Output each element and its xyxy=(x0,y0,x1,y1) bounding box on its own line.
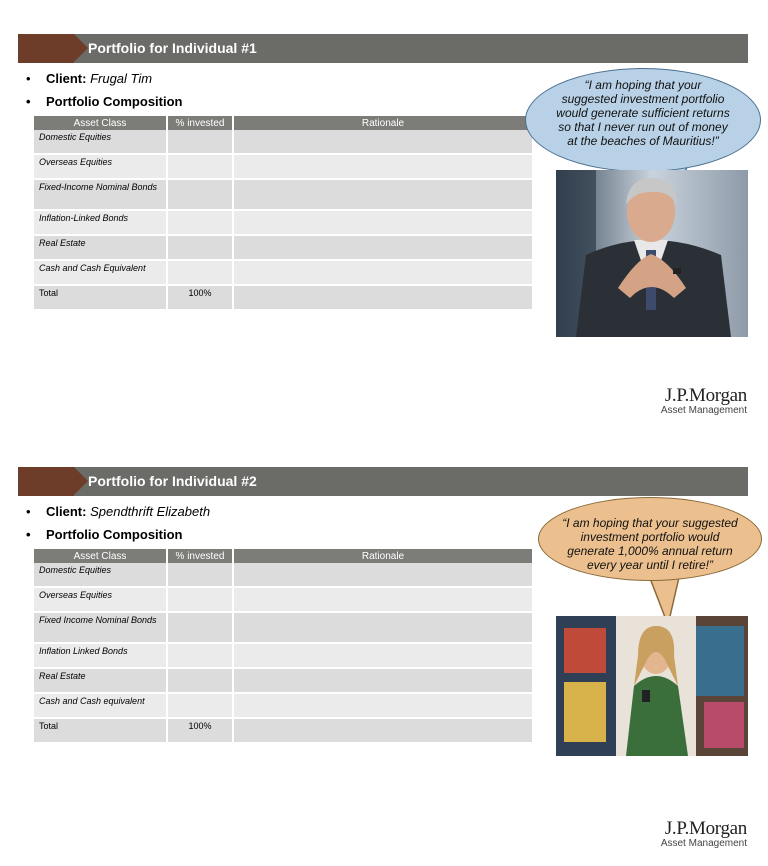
header-rationale: Rationale xyxy=(234,116,532,130)
pct-cell[interactable] xyxy=(168,211,234,236)
table-row xyxy=(34,211,532,236)
header-pct-invested: % invested xyxy=(168,116,234,130)
rationale-cell[interactable] xyxy=(234,563,532,588)
pct-cell[interactable] xyxy=(168,180,234,211)
logo-subtitle: Asset Management xyxy=(660,405,747,416)
rationale-cell[interactable] xyxy=(234,155,532,180)
pct-cell[interactable] xyxy=(168,261,234,286)
table-row xyxy=(34,236,532,261)
slide-2 xyxy=(0,433,768,866)
pct-cell[interactable] xyxy=(168,588,234,613)
client-photo-man xyxy=(556,170,748,337)
pct-cell[interactable] xyxy=(168,130,234,155)
rationale-cell[interactable] xyxy=(234,613,532,644)
table-row xyxy=(34,130,532,155)
table-row xyxy=(34,563,532,588)
header-asset-class: Asset Class xyxy=(34,549,168,563)
table-row-total xyxy=(34,719,532,744)
slide-title: Portfolio for Individual #2 xyxy=(88,473,257,489)
jpmorgan-logo xyxy=(661,818,747,849)
pct-cell[interactable] xyxy=(168,155,234,180)
table-row xyxy=(34,613,532,644)
composition-line: • Portfolio Composition xyxy=(26,94,183,109)
table-row xyxy=(34,261,532,286)
portfolio-table xyxy=(34,116,532,311)
asset-cell: Domestic Equities xyxy=(34,563,168,588)
banner-chevron xyxy=(74,34,88,62)
portfolio-table xyxy=(34,549,532,744)
pct-cell[interactable] xyxy=(168,563,234,588)
logo-brand: J.P.Morgan xyxy=(664,385,747,406)
rationale-cell[interactable] xyxy=(234,236,532,261)
rationale-cell[interactable] xyxy=(234,719,532,744)
client-name: Frugal Tim xyxy=(90,71,153,86)
total-label-cell: Total xyxy=(34,286,168,311)
pct-cell[interactable] xyxy=(168,644,234,669)
title-banner xyxy=(18,34,748,63)
speech-bubble xyxy=(538,497,762,581)
pct-cell[interactable] xyxy=(168,236,234,261)
table-row-total xyxy=(34,286,532,311)
client-quote: “I am hoping that your suggested investment portfolio would generate sufficient returns so that I never run out of money at the beaches of Mauritius!” xyxy=(556,78,730,148)
asset-cell: Overseas Equities xyxy=(34,588,168,613)
table-row xyxy=(34,155,532,180)
asset-cell: Cash and Cash Equivalent xyxy=(34,261,168,286)
speech-bubble xyxy=(525,68,761,172)
asset-cell: Inflation-Linked Bonds xyxy=(34,211,168,236)
slide-title: Portfolio for Individual #1 xyxy=(88,40,257,56)
asset-cell: Real Estate xyxy=(34,236,168,261)
composition-label: Portfolio Composition xyxy=(46,527,183,542)
client-photo-woman xyxy=(556,616,748,756)
asset-cell: Domestic Equities xyxy=(34,130,168,155)
rationale-cell[interactable] xyxy=(234,211,532,236)
rationale-cell[interactable] xyxy=(234,669,532,694)
logo-brand: J.P.Morgan xyxy=(664,818,747,839)
header-rationale: Rationale xyxy=(234,549,532,563)
banner-tab xyxy=(18,34,74,63)
banner-chevron xyxy=(74,467,88,495)
banner-tab xyxy=(18,467,74,496)
asset-cell: Fixed-Income Nominal Bonds xyxy=(34,180,168,211)
composition-line: • Portfolio Composition xyxy=(26,527,183,542)
title-banner xyxy=(18,467,748,496)
asset-cell: Cash and Cash equivalent xyxy=(34,694,168,719)
client-name: Spendthrift Elizabeth xyxy=(90,504,211,519)
total-label-cell: Total xyxy=(34,719,168,744)
rationale-cell[interactable] xyxy=(234,180,532,211)
table-row xyxy=(34,588,532,613)
asset-cell: Real Estate xyxy=(34,669,168,694)
rationale-cell[interactable] xyxy=(234,261,532,286)
client-label: Client: xyxy=(46,504,87,519)
client-line: • Client: Frugal Tim xyxy=(26,71,153,86)
total-pct-cell: 100% xyxy=(168,719,234,744)
client-label: Client: xyxy=(46,71,87,86)
table-row xyxy=(34,694,532,719)
jpmorgan-logo xyxy=(661,385,747,416)
client-line: • Client: Spendthrift Elizabeth xyxy=(26,504,211,519)
table-row xyxy=(34,644,532,669)
client-quote: “I am hoping that your suggested investment portfolio would generate 1,000% annual return every year until I retire!” xyxy=(562,516,738,572)
rationale-cell[interactable] xyxy=(234,588,532,613)
total-pct-cell: 100% xyxy=(168,286,234,311)
asset-cell: Fixed Income Nominal Bonds xyxy=(34,613,168,644)
pct-cell[interactable] xyxy=(168,613,234,644)
rationale-cell[interactable] xyxy=(234,130,532,155)
composition-label: Portfolio Composition xyxy=(46,94,183,109)
pct-cell[interactable] xyxy=(168,694,234,719)
rationale-cell[interactable] xyxy=(234,644,532,669)
rationale-cell[interactable] xyxy=(234,694,532,719)
asset-cell: Inflation Linked Bonds xyxy=(34,644,168,669)
pct-cell[interactable] xyxy=(168,669,234,694)
table-row xyxy=(34,669,532,694)
logo-subtitle: Asset Management xyxy=(660,838,747,849)
rationale-cell[interactable] xyxy=(234,286,532,311)
header-pct-invested: % invested xyxy=(168,549,234,563)
table-row xyxy=(34,180,532,211)
asset-cell: Overseas Equities xyxy=(34,155,168,180)
header-asset-class: Asset Class xyxy=(34,116,168,130)
